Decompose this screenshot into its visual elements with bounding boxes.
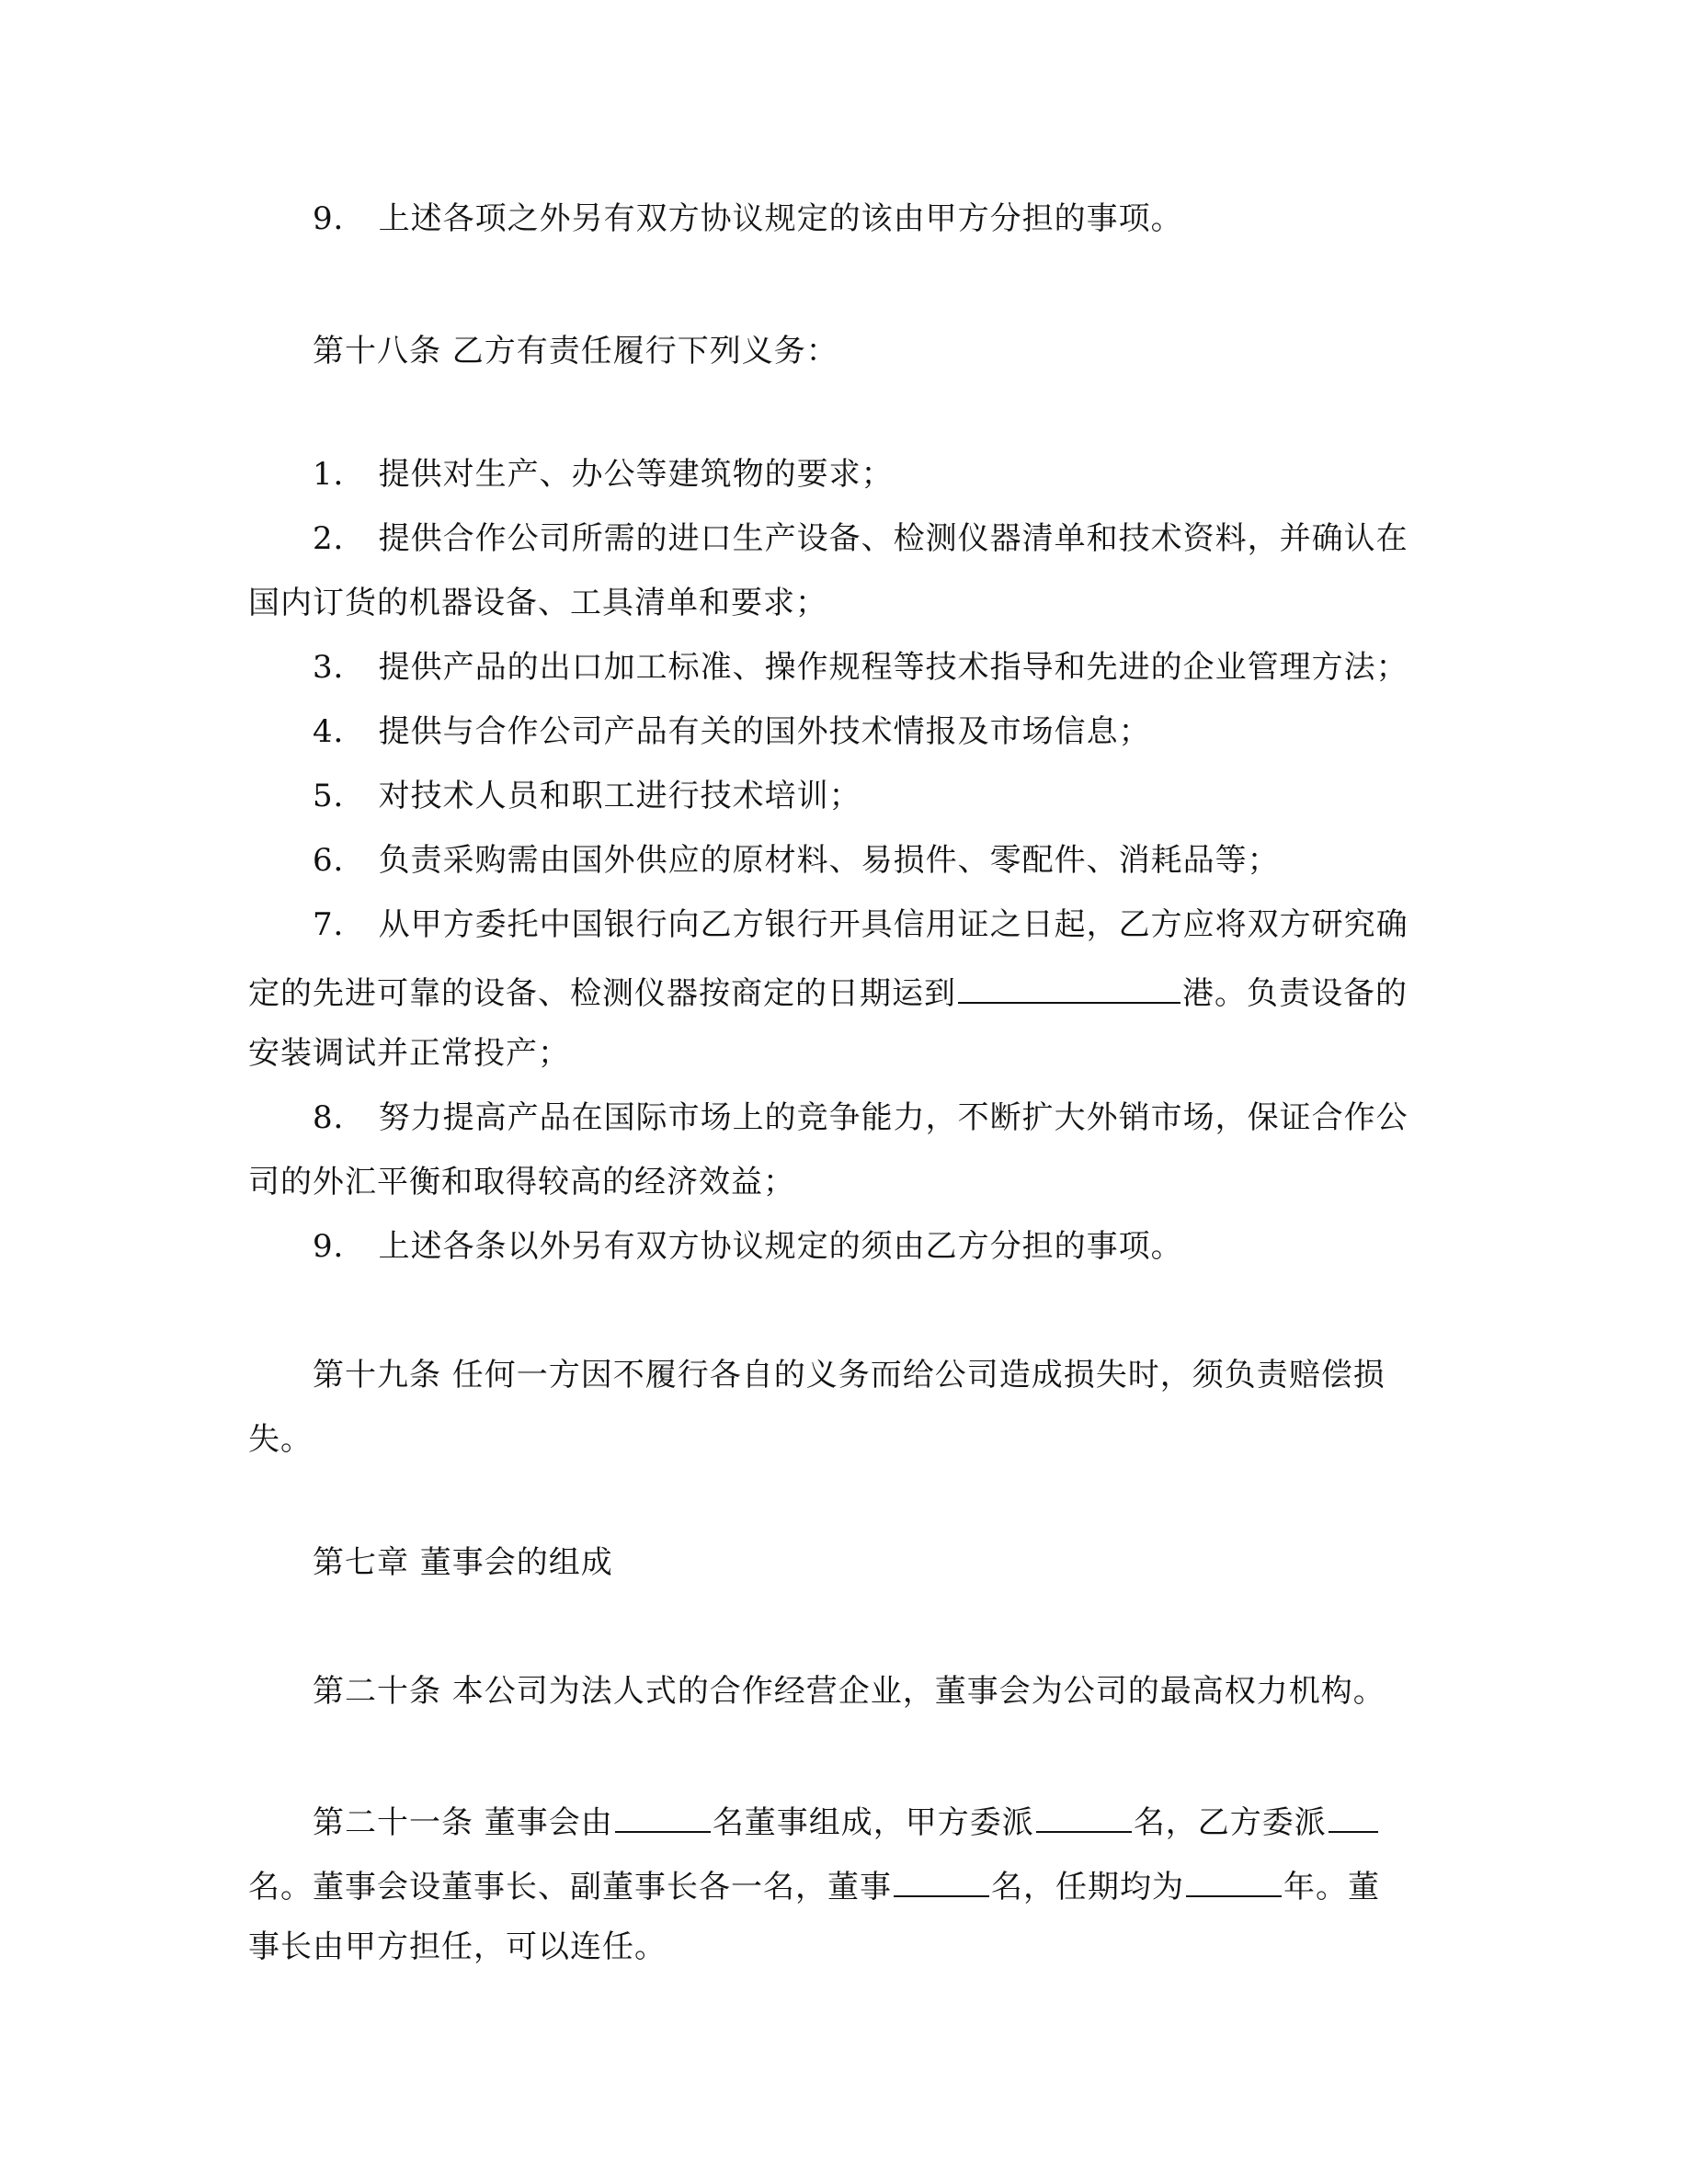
paragraph-party-a-item-9	[313, 200, 1183, 237]
obligation-item-6	[313, 842, 1280, 879]
item-number: 2．	[313, 520, 366, 557]
obligation-item-8-line-2: 司的外汇平衡和取得较高的经济效益；	[248, 1164, 795, 1200]
item-number: 9．	[313, 200, 366, 237]
article-text: 名董事组成，甲方委派	[712, 1804, 1034, 1841]
item-text: 提供产品的出口加工标准、操作规程等技术指导和先进的企业管理方法；	[378, 649, 1409, 686]
obligation-item-9	[313, 1228, 1183, 1265]
article-text: 名。董事会设董事长、副董事长各一名，董事	[248, 1869, 892, 1905]
item-text: 港。负责设备的	[1182, 975, 1408, 1012]
obligation-item-7-line-2	[248, 971, 1408, 1012]
port-blank	[958, 971, 1180, 1004]
term-years-blank	[1186, 1864, 1282, 1897]
directors-total-blank	[615, 1800, 711, 1833]
item-text: 努力提高产品在国际市场上的竞争能力，不断扩大外销市场，保证合作公	[378, 1099, 1409, 1136]
obligation-item-4	[313, 713, 1151, 750]
item-number: 6．	[313, 842, 366, 879]
article-text: 第二十一条 董事会由	[313, 1804, 613, 1841]
article-19-line-1: 第十九条 任何一方因不履行各自的义务而给公司造成损失时，须负责赔偿损	[313, 1357, 1386, 1393]
item-text: 定的先进可靠的设备、检测仪器按商定的日期运到	[248, 975, 956, 1012]
article-21-line-1	[313, 1800, 1380, 1841]
article-text: 名，任期均为	[991, 1869, 1184, 1905]
item-text: 负责采购需由国外供应的原材料、易损件、零配件、消耗品等；	[378, 842, 1280, 879]
party-a-directors-blank	[1036, 1800, 1132, 1833]
article-21-line-2	[248, 1864, 1380, 1905]
item-text: 提供对生产、办公等建筑物的要求；	[378, 456, 894, 493]
item-number: 9．	[313, 1228, 366, 1265]
obligation-item-7-line-1	[313, 906, 1409, 943]
item-number: 3．	[313, 649, 366, 686]
obligation-item-5	[313, 778, 861, 814]
directors-count-blank	[894, 1864, 989, 1897]
article-text: 年。董	[1283, 1869, 1380, 1905]
item-text: 对技术人员和职工进行技术培训；	[378, 778, 861, 814]
item-number: 8．	[313, 1099, 366, 1136]
item-text: 从甲方委托中国银行向乙方银行开具信用证之日起，乙方应将双方研究确	[378, 906, 1409, 943]
article-text: 名，乙方委派	[1133, 1804, 1327, 1841]
item-number: 5．	[313, 778, 366, 814]
item-text: 上述各项之外另有双方协议规定的该由甲方分担的事项。	[378, 200, 1183, 237]
item-number: 7．	[313, 906, 366, 943]
article-19-line-2: 失。	[248, 1421, 313, 1458]
item-number: 1．	[313, 456, 366, 493]
item-text: 提供合作公司所需的进口生产设备、检测仪器清单和技术资料，并确认在	[378, 520, 1409, 557]
obligation-item-2-line-2: 国内订货的机器设备、工具清单和要求；	[248, 585, 827, 621]
chapter-7-heading: 第七章 董事会的组成	[313, 1544, 613, 1581]
item-number: 4．	[313, 713, 366, 750]
obligation-item-7-line-3: 安装调试并正常投产；	[248, 1035, 570, 1072]
article-20: 第二十条 本公司为法人式的合作经营企业，董事会为公司的最高权力机构。	[313, 1673, 1386, 1710]
obligation-item-3	[313, 649, 1409, 686]
article-18-heading: 第十八条 乙方有责任履行下列义务：	[313, 333, 838, 370]
item-text: 提供与合作公司产品有关的国外技术情报及市场信息；	[378, 713, 1151, 750]
obligation-item-1	[313, 456, 894, 493]
obligation-item-2-line-1	[313, 520, 1409, 557]
party-b-directors-blank	[1329, 1800, 1378, 1833]
obligation-item-8-line-1	[313, 1099, 1409, 1136]
item-text: 上述各条以外另有双方协议规定的须由乙方分担的事项。	[378, 1228, 1183, 1265]
article-21-line-3: 事长由甲方担任，可以连任。	[248, 1928, 667, 1965]
